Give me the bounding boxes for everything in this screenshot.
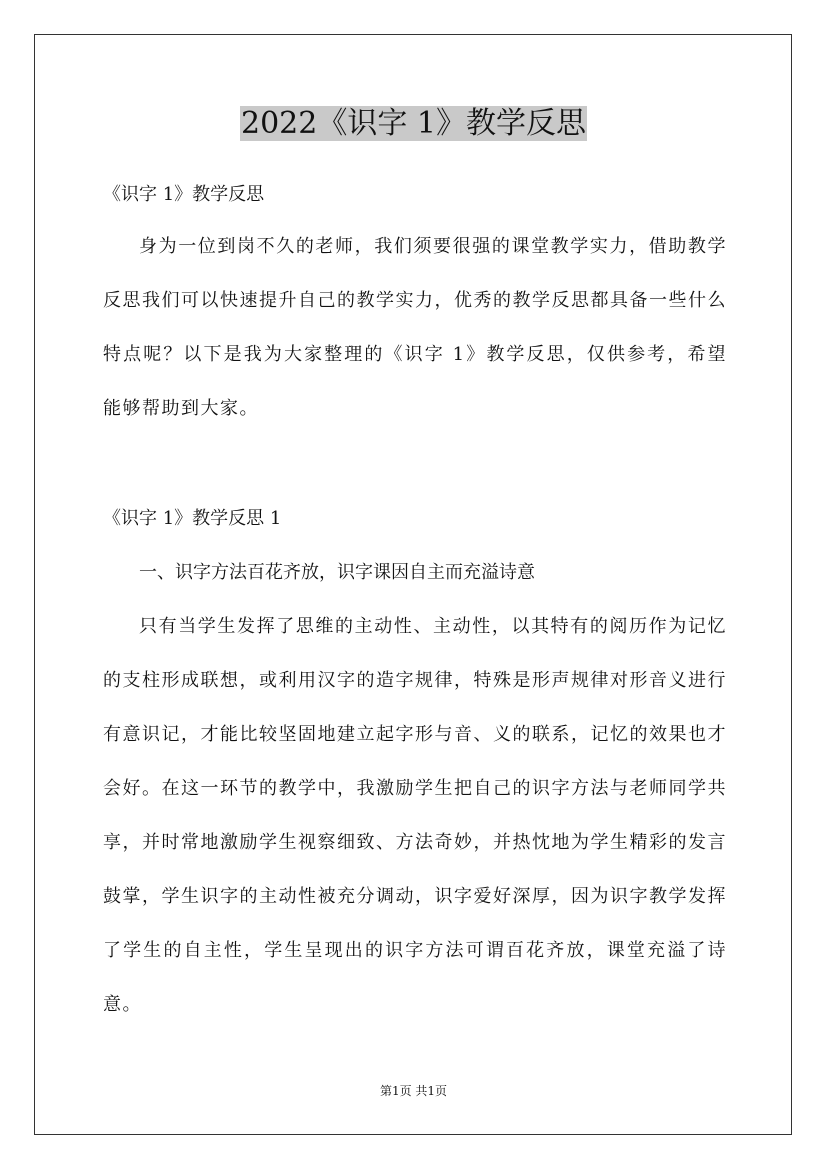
section1-subheading: 一、识字方法百花齐放，识字课因自主而充溢诗意 <box>139 562 535 583</box>
page-footer: 第1页 共1页 <box>379 1084 448 1098</box>
section1-heading: 《识字 1》教学反思 1 <box>103 508 282 529</box>
document-title <box>0 104 827 144</box>
intro-heading: 《识字 1》教学反思 <box>103 184 265 205</box>
intro-paragraph: 身为一位到岗不久的老师，我们须要很强的课堂教学实力，借助教学反思我们可以快速提升自己的教学实力，优秀的教学反思都具备一些什么特点呢？以下是我为大家整理的《识字 1》教学反思，仅供参考，希望能够帮助到大家。 <box>103 236 727 419</box>
document-title-text: 2022《识字 1》教学反思 <box>241 106 586 141</box>
section1-paragraph: 只有当学生发挥了思维的主动性、主动性，以其特有的阅历作为记忆的支柱形成联想，或利用汉字的造字规律，特殊是形声规律对形音义进行有意识记，才能比较坚固地建立起字形与音、义的联系，记忆的效果也才会好。在这一环节的教学中，我激励学生把自己的识字方法与老师同学共享，并时常地激励学生视察细致、方法奇妙，并热忱地为学生精彩的发言鼓掌，学生识字的主动性被充分调动，识字爱好深厚，因为识字教学发挥了学生的自主性，学生呈现出的识字方法可谓百花齐放，课堂充溢了诗意。 <box>103 616 727 1015</box>
